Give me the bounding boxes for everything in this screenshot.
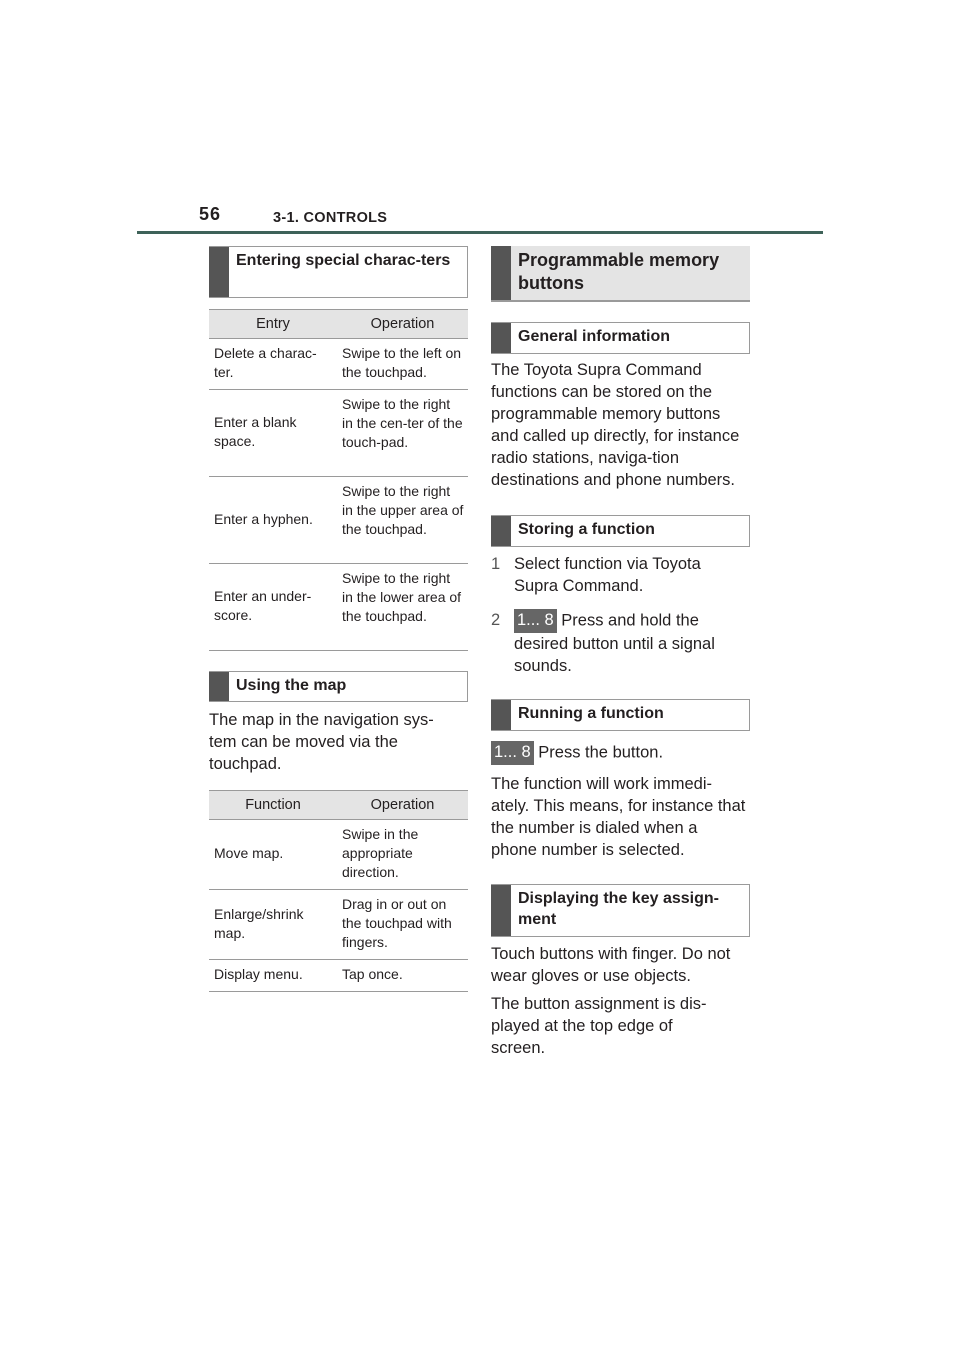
heading-bar: [491, 700, 511, 730]
heading-text: Using the map: [236, 677, 347, 694]
operation-cell: Drag in or out on the touchpad with fingers.: [337, 890, 468, 960]
heading-bar: [491, 246, 511, 300]
step-text: Press and hold the desired button until a signal sounds.: [514, 611, 715, 675]
map-functions-table: [209, 790, 468, 992]
section-title: 3-1. CONTROLS: [273, 210, 388, 226]
step-text: Select function via Toyota Supra Command.: [514, 555, 701, 595]
column-header-operation: Operation: [337, 791, 468, 820]
key-assignment-text-2: The button assignment is dis-played at the top edge of screen.: [491, 995, 707, 1057]
step-number: 1: [491, 555, 501, 573]
header-rule: [137, 231, 823, 234]
step-text-wrap: [514, 609, 739, 677]
operation-cell: Swipe to the right in the cen-ter of the touch-pad.: [337, 390, 468, 477]
heading-text: General information: [518, 328, 671, 345]
function-cell: Enlarge/shrink map.: [209, 890, 337, 960]
column-header-operation: Operation: [337, 310, 468, 339]
using-map-heading: [209, 671, 468, 702]
heading-text: Storing a function: [518, 521, 655, 538]
general-information-heading: [491, 322, 750, 354]
step-2: [491, 609, 750, 677]
column-header-function: Function: [209, 791, 337, 820]
running-instruction: [491, 741, 750, 765]
programmable-buttons-heading: [491, 246, 750, 302]
operation-cell: Swipe in the appropriate direction.: [337, 820, 468, 890]
table-row: [209, 890, 468, 960]
heading-text: Displaying the key assign-ment: [518, 890, 719, 928]
special-characters-table: [209, 309, 468, 651]
table-row: [209, 477, 468, 564]
heading-bar: [209, 672, 229, 701]
map-description: The map in the navigation sys-tem can be moved via the touchpad.: [209, 711, 434, 773]
function-cell: Move map.: [209, 820, 337, 890]
entry-cell: Enter a blank space.: [209, 390, 337, 477]
entry-cell: Delete a charac-ter.: [209, 339, 337, 390]
operation-cell: Swipe to the right in the upper area of the touchpad.: [337, 477, 468, 564]
special-characters-heading: [209, 246, 468, 298]
storing-function-heading: [491, 515, 750, 547]
table-header-row: [209, 310, 468, 339]
left-column: [209, 246, 468, 992]
heading-bar: [491, 885, 511, 936]
table-row: [209, 820, 468, 890]
key-assignment-heading: [491, 884, 750, 937]
general-description: The Toyota Supra Command functions can be stored on the programmable memory buttons and called up directly, for instance radio stations, naviga-tion destinations and phone numbers.: [491, 361, 740, 489]
heading-text: Entering special charac-ters: [236, 252, 451, 269]
key-assignment-text-1: Touch buttons with finger. Do not wear gloves or use objects.: [491, 945, 731, 985]
memory-button-key: 1... 8: [491, 741, 534, 765]
page-number: 56: [199, 204, 222, 224]
step-number: 2: [491, 611, 501, 629]
entry-cell: Enter a hyphen.: [209, 477, 337, 564]
step-1: [491, 553, 750, 597]
entry-cell: Enter an under-score.: [209, 564, 337, 651]
heading-text: Running a function: [518, 705, 664, 722]
running-function-heading: [491, 699, 750, 731]
operation-cell: Swipe to the left on the touchpad.: [337, 339, 468, 390]
memory-button-key: 1... 8: [514, 609, 557, 633]
table-row: [209, 339, 468, 390]
running-text: Press the button.: [533, 743, 664, 762]
table-header-row: [209, 791, 468, 820]
table-row: [209, 390, 468, 477]
function-cell: Display menu.: [209, 960, 337, 992]
heading-bar: [491, 323, 511, 353]
heading-text: Programmable memory buttons: [518, 250, 720, 293]
table-row: [209, 564, 468, 651]
heading-bar: [491, 516, 511, 546]
running-description: The function will work immedi-ately. This means, for instance that the number is dialed when a phone number is selected.: [491, 775, 746, 859]
table-row: [209, 960, 468, 992]
operation-cell: Swipe to the right in the lower area of the touchpad.: [337, 564, 468, 651]
heading-bar: [209, 247, 229, 297]
column-header-entry: Entry: [209, 310, 337, 339]
right-column: [491, 246, 750, 1059]
operation-cell: Tap once.: [337, 960, 468, 992]
